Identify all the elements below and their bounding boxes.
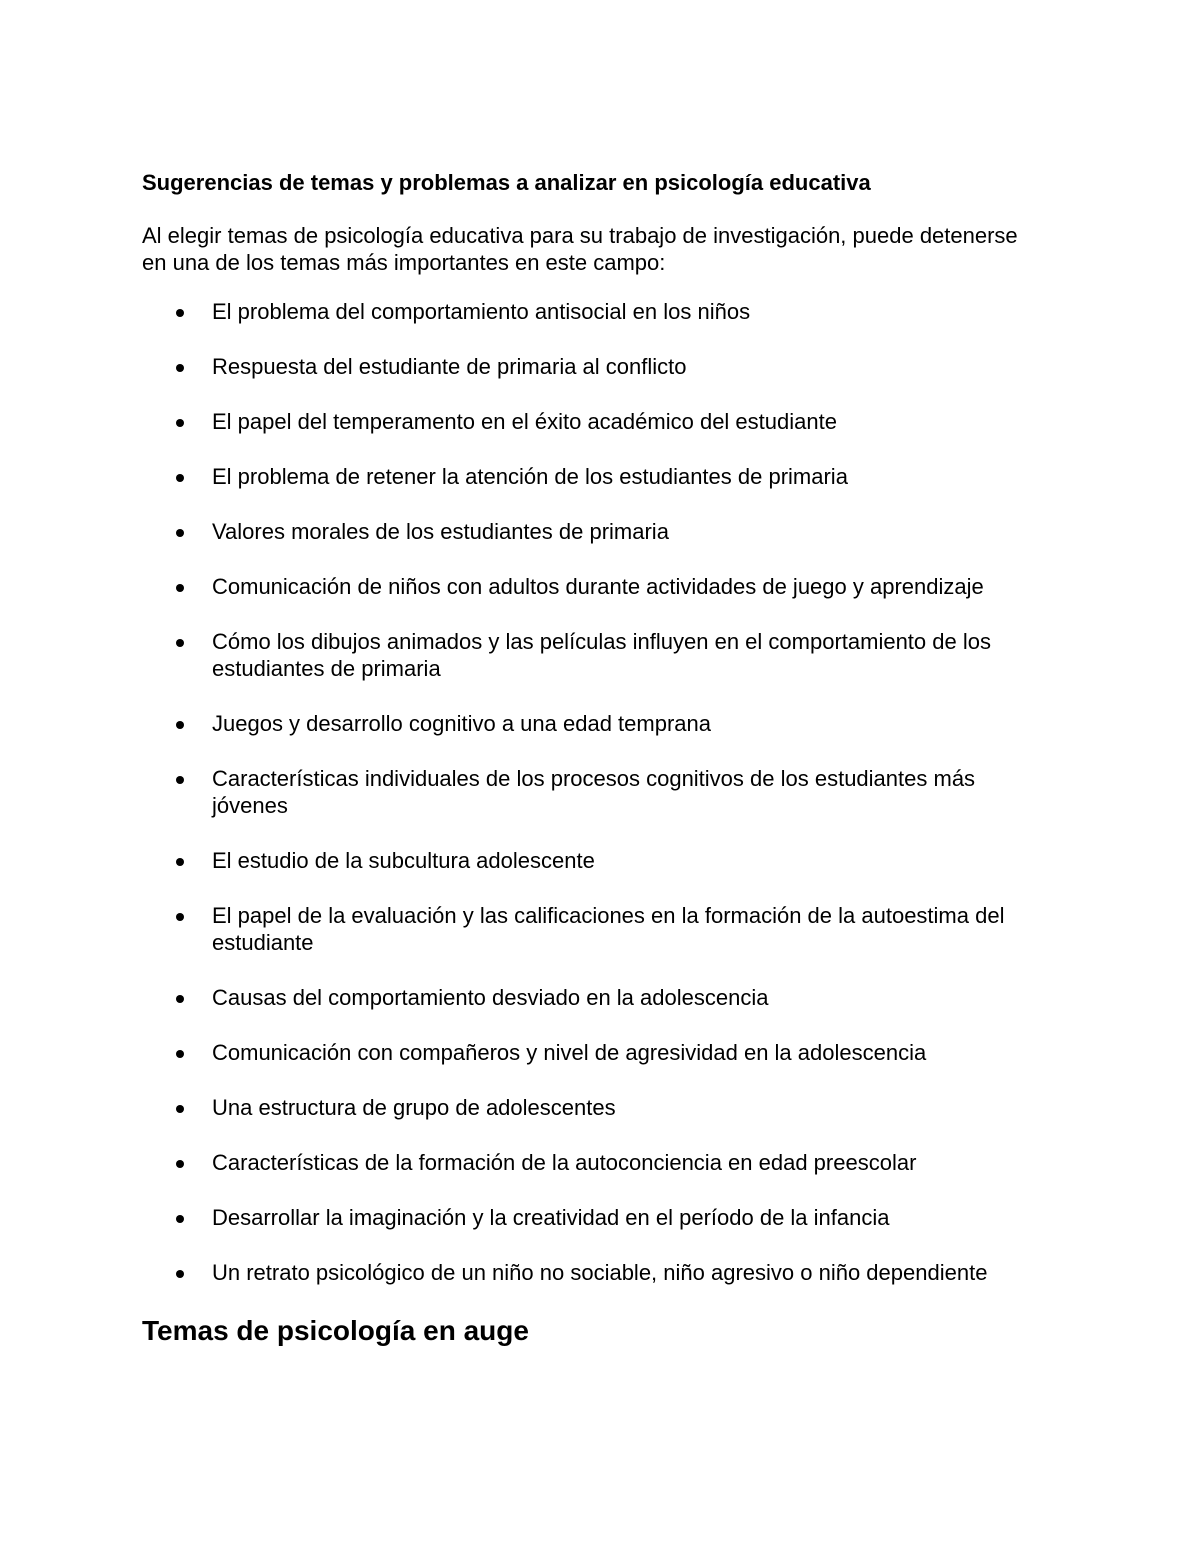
bullet-icon bbox=[176, 364, 184, 372]
list-item bbox=[142, 628, 1052, 682]
list-item bbox=[142, 573, 1052, 600]
bullet-icon bbox=[176, 1160, 184, 1168]
list-item bbox=[142, 847, 1052, 874]
list-item-text: Una estructura de grupo de adolescentes bbox=[212, 1095, 616, 1120]
bullet-icon bbox=[176, 309, 184, 317]
list-item bbox=[142, 1259, 1052, 1286]
section-title: Sugerencias de temas y problemas a analizar en psicología educativa bbox=[142, 170, 871, 195]
list-item bbox=[142, 408, 1052, 435]
bullet-icon bbox=[176, 1270, 184, 1278]
list-item-text: El problema de retener la atención de los estudiantes de primaria bbox=[212, 464, 848, 489]
list-item bbox=[142, 1039, 1052, 1066]
bullet-icon bbox=[176, 721, 184, 729]
list-item bbox=[142, 710, 1052, 737]
list-item-text: El estudio de la subcultura adolescente bbox=[212, 848, 595, 873]
list-item-text: El papel de la evaluación y las calificaciones en la formación de la autoestima del estudiante bbox=[212, 903, 1005, 955]
bullet-icon bbox=[176, 858, 184, 866]
bullet-icon bbox=[176, 639, 184, 647]
list-item-text: Desarrollar la imaginación y la creatividad en el período de la infancia bbox=[212, 1205, 890, 1230]
list-item-text: Un retrato psicológico de un niño no sociable, niño agresivo o niño dependiente bbox=[212, 1260, 988, 1285]
list-item bbox=[142, 765, 1052, 819]
bullet-icon bbox=[176, 419, 184, 427]
list-item-text: El papel del temperamento en el éxito académico del estudiante bbox=[212, 409, 837, 434]
list-item bbox=[142, 1094, 1052, 1121]
bullet-icon bbox=[176, 1215, 184, 1223]
list-item bbox=[142, 518, 1052, 545]
list-item-text: Juegos y desarrollo cognitivo a una edad temprana bbox=[212, 711, 711, 736]
list-item-text: Características individuales de los procesos cognitivos de los estudiantes más jóvenes bbox=[212, 766, 976, 818]
bullet-icon bbox=[176, 584, 184, 592]
list-item bbox=[142, 1204, 1052, 1231]
list-item bbox=[142, 298, 1052, 325]
bullet-icon bbox=[176, 474, 184, 482]
bullet-icon bbox=[176, 1105, 184, 1113]
document-page bbox=[142, 168, 1062, 1348]
intro-paragraph: Al elegir temas de psicología educativa para su trabajo de investigación, puede detenerse en una de los temas más importantes en este campo: bbox=[142, 223, 1018, 275]
list-item-text: Valores morales de los estudiantes de primaria bbox=[212, 519, 669, 544]
bullet-icon bbox=[176, 995, 184, 1003]
bullet-icon bbox=[176, 776, 184, 784]
list-item bbox=[142, 984, 1052, 1011]
list-item bbox=[142, 1149, 1052, 1176]
list-item-text: Cómo los dibujos animados y las películas influyen en el comportamiento de los estudiantes de primaria bbox=[212, 629, 991, 681]
list-item-text: Respuesta del estudiante de primaria al conflicto bbox=[212, 354, 687, 379]
topic-list bbox=[142, 298, 1062, 1286]
bullet-icon bbox=[176, 1050, 184, 1058]
list-item-text: El problema del comportamiento antisocial en los niños bbox=[212, 299, 751, 324]
next-section-heading: Temas de psicología en auge bbox=[142, 1315, 529, 1346]
list-item-text: Comunicación de niños con adultos durante actividades de juego y aprendizaje bbox=[212, 574, 984, 599]
list-item bbox=[142, 353, 1052, 380]
list-item-text: Comunicación con compañeros y nivel de agresividad en la adolescencia bbox=[212, 1040, 927, 1065]
list-item bbox=[142, 463, 1052, 490]
list-item-text: Características de la formación de la autoconciencia en edad preescolar bbox=[212, 1150, 917, 1175]
list-item bbox=[142, 902, 1052, 956]
list-item-text: Causas del comportamiento desviado en la adolescencia bbox=[212, 985, 769, 1010]
bullet-icon bbox=[176, 529, 184, 537]
bullet-icon bbox=[176, 913, 184, 921]
